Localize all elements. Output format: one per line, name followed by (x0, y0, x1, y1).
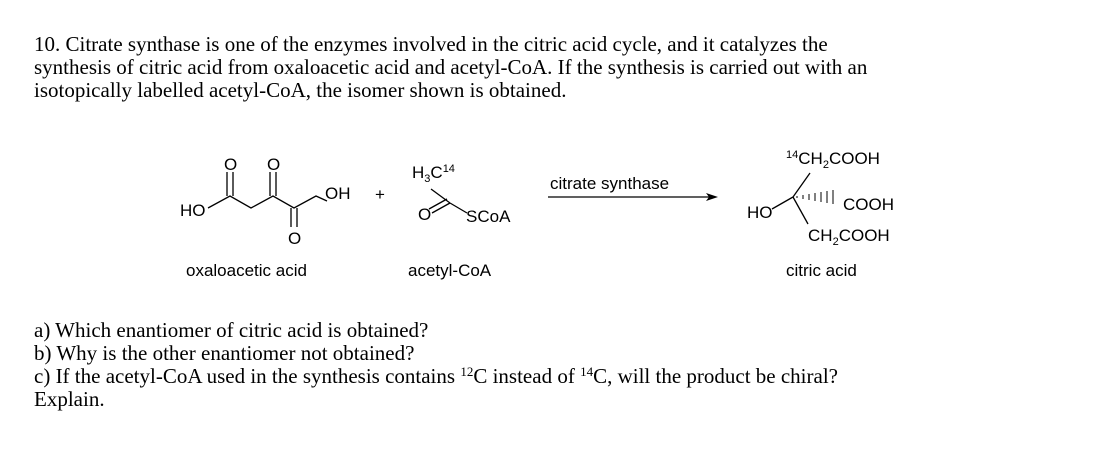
oxaloacetic-o-label-3: O (288, 229, 302, 248)
oxaloacetic-acid-name: oxaloacetic acid (186, 261, 307, 280)
citric-acid-name: citric acid (786, 261, 857, 280)
part-a: a) Which enantiomer of citric acid is obtained? (34, 318, 429, 342)
acetyl-coa-structure (429, 189, 467, 213)
citric-top-group: $^{14}CH_2COOH$ (786, 149, 880, 171)
citric-ho-label: HO (747, 203, 773, 222)
citrate-synthase-label: citrate synthase (550, 174, 670, 193)
part-c-line-2: Explain. (34, 387, 105, 411)
question-line-2: synthesis of citric acid from oxaloacetic acid and acetyl-CoA. If the synthesis is carried out with an (34, 55, 868, 79)
part-b: b) Why is the other enantiomer not obtained? (34, 341, 415, 365)
acetyl-o-label: O (418, 205, 432, 224)
acetyl-scoa-label: SCoA (466, 207, 511, 226)
citric-acid-structure (772, 173, 833, 224)
oxaloacetic-o-label-2: O (267, 155, 281, 174)
plus-sign: + (375, 185, 385, 204)
reaction-arrow (548, 193, 718, 201)
citric-cooh-label: COOH (843, 195, 894, 214)
acetyl-methyl-label: $H_3C^{14}$ (412, 163, 455, 185)
oxaloacetic-oh-label: OH (325, 184, 351, 203)
question-line-3: isotopically labelled acetyl-CoA, the isomer shown is obtained. (34, 78, 567, 102)
question-parts (34, 319, 1094, 411)
question-line-1: 10. Citrate synthase is one of the enzymes involved in the citric acid cycle, and it catalyzes the (34, 32, 828, 56)
oxaloacetic-acid-structure (208, 172, 327, 227)
citric-bottom-group: $CH_2COOH$ (808, 226, 890, 248)
oxaloacetic-o-label-1: O (224, 155, 238, 174)
acetyl-coa-name: acetyl-CoA (408, 261, 492, 280)
part-c: c) If the acetyl-CoA used in the synthesis contains $^{12}$C instead of $^{14}$C, will the product be chiral? (34, 364, 838, 388)
oxaloacetic-ho-label: HO (180, 201, 206, 220)
